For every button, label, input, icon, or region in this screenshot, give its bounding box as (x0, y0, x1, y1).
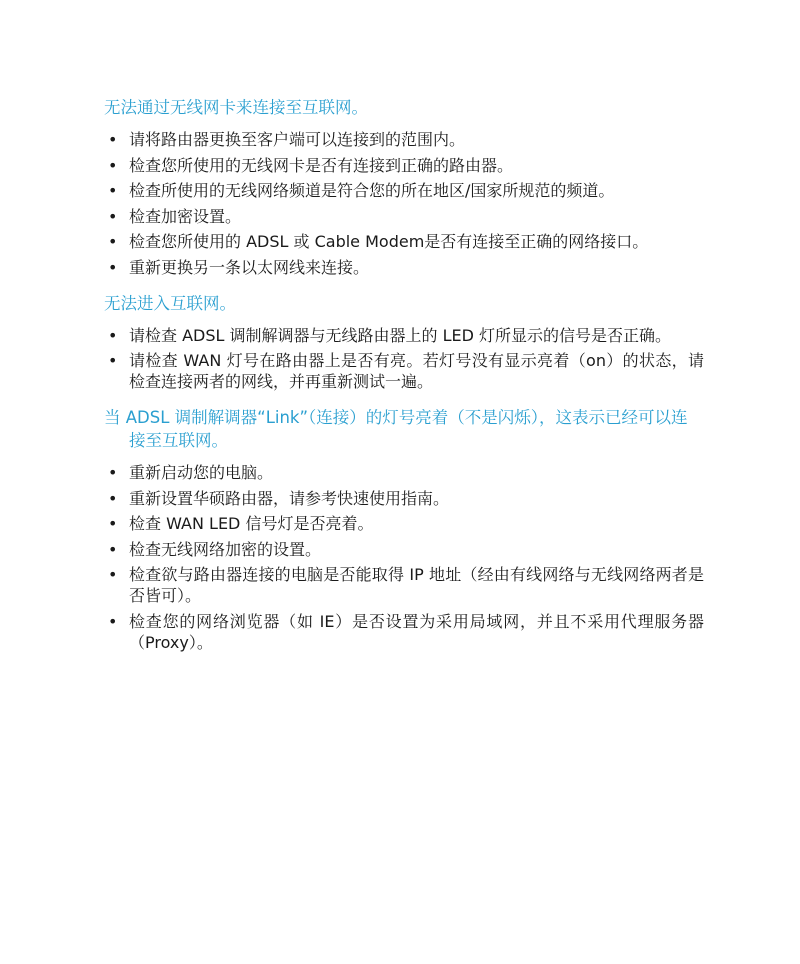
list-item-text: 请检查 WAN 灯号在路由器上是否有亮。若灯号没有显示亮着（on）的状态，请检查连接两者的网线，并再重新测试一遍。 (129, 351, 704, 391)
section-no-wireless-connection (104, 96, 704, 278)
list-item (104, 155, 704, 176)
section-heading: 当 ADSL 调制解调器“Link”（连接）的灯号亮着（不是闪烁），这表示已经可以连接至互联网。 (104, 408, 688, 450)
bullet-list (104, 325, 704, 393)
bullet-icon: • (108, 206, 118, 226)
list-item (104, 564, 704, 606)
list-item (104, 462, 704, 483)
list-item-text: 检查加密设置。 (129, 206, 242, 226)
bullet-icon: • (108, 257, 118, 277)
list-item-text: 检查所使用的无线网络频道是符合您的所在地区/国家所规范的频道。 (129, 181, 615, 200)
section-link-light-on (104, 406, 704, 653)
list-item-text: 检查您所使用的无线网卡是否有连接到正确的路由器。 (129, 155, 514, 175)
list-item (104, 231, 704, 252)
bullet-icon: • (108, 514, 118, 533)
bullet-list (104, 462, 704, 653)
list-item (104, 180, 704, 201)
bullet-icon: • (108, 130, 118, 149)
section-heading: 无法进入互联网。 (104, 293, 236, 313)
list-item (104, 513, 704, 534)
bullet-icon: • (108, 155, 118, 175)
list-item (104, 206, 704, 227)
bullet-icon: • (108, 325, 118, 345)
bullet-icon: • (108, 611, 118, 631)
list-item (104, 611, 704, 653)
document-page (104, 96, 704, 667)
list-item-text: 检查 WAN LED 信号灯是否亮着。 (129, 514, 374, 533)
list-item (104, 257, 704, 278)
bullet-icon: • (108, 488, 118, 508)
list-item-text: 检查您的网络浏览器（如 IE）是否设置为采用局域网，并且不采用代理服务器 （Proxy）。 (129, 611, 704, 652)
list-item-text: 重新设置华硕路由器，请参考快速使用指南。 (129, 488, 450, 508)
section-no-internet (104, 292, 704, 393)
list-item-text: 检查无线网络加密的设置。 (129, 539, 322, 559)
section-heading: 无法通过无线网卡来连接至互联网。 (104, 98, 368, 117)
list-item (104, 488, 704, 509)
bullet-icon: • (108, 539, 118, 559)
list-item (104, 325, 704, 346)
list-item-text: 检查欲与路由器连接的电脑是否能取得 IP 地址（经由有线网络与无线网络两者是否皆可）。 (129, 565, 704, 605)
list-item (104, 539, 704, 560)
bullet-icon: • (108, 232, 118, 251)
list-item-text: 重新启动您的电脑。 (129, 463, 274, 482)
bullet-icon: • (108, 181, 118, 200)
list-item-text: 请检查 ADSL 调制解调器与无线路由器上的 LED 灯所显示的信号是否正确。 (129, 325, 672, 345)
list-item (104, 129, 704, 150)
bullet-icon: • (108, 565, 118, 584)
list-item-text: 检查您所使用的 ADSL 或 Cable Modem是否有连接至正确的网络接口。 (129, 232, 649, 251)
list-item-text: 重新更换另一条以太网线来连接。 (129, 257, 370, 277)
bullet-icon: • (108, 463, 118, 482)
bullet-list (104, 129, 704, 278)
list-item (104, 350, 704, 392)
list-item-text: 请将路由器更换至客户端可以连接到的范围内。 (129, 130, 466, 149)
bullet-icon: • (108, 351, 118, 370)
